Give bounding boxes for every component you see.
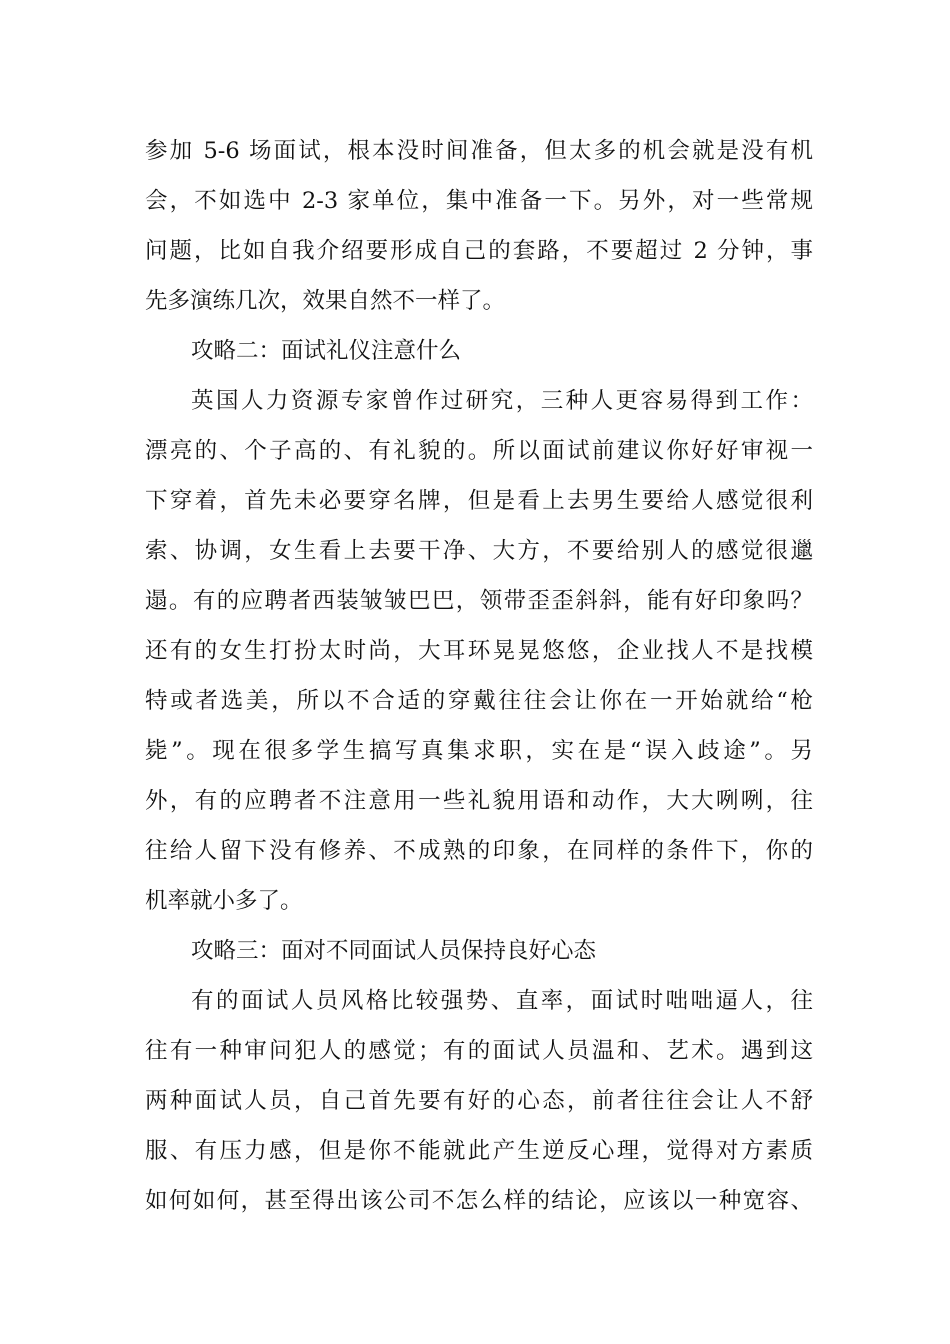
text-line: 往有一种审问犯人的感觉；有的面试人员温和、艺术。遇到这 [145,1038,813,1064]
text-line: 索、协调，女生看上去要干净、大方，不要给别人的感觉很邋 [145,538,813,564]
text-line: 攻略二：面试礼仪注意什么 [191,338,462,364]
text-line: 参加 5-6 场面试，根本没时间准备，但太多的机会就是没有机 [145,138,813,164]
text-line: 还有的女生打扮太时尚，大耳环晃晃悠悠，企业找人不是找模 [145,638,813,664]
text-line: 外，有的应聘者不注意用一些礼貌用语和动作，大大咧咧，往 [145,788,813,814]
text-line: 先多演练几次，效果自然不一样了。 [145,288,506,314]
text-line: 有的面试人员风格比较强势、直率，面试时咄咄逼人，往 [191,988,813,1014]
text-line: 下穿着，首先未必要穿名牌，但是看上去男生要给人感觉很利 [145,488,813,514]
paragraph [145,376,813,926]
text-line: 机率就小多了。 [145,888,303,914]
text-line: 如何如何，甚至得出该公司不怎么样的结论，应该以一种宽容、 [145,1188,813,1214]
text-line: 攻略三：面对不同面试人员保持良好心态 [191,938,597,964]
paragraph [145,926,813,976]
text-line: 毙”。现在很多学生搞写真集求职，实在是“误入歧途”。另 [145,738,813,764]
text-line: 两种面试人员，自己首先要有好的心态，前者往往会让人不舒 [145,1088,813,1114]
text-line: 英国人力资源专家曾作过研究，三种人更容易得到工作： [191,388,813,414]
text-line: 会，不如选中 2-3 家单位，集中准备一下。另外，对一些常规 [145,188,813,214]
text-line: 特或者选美，所以不合适的穿戴往往会让你在一开始就给“枪 [145,688,813,714]
text-line: 遢。有的应聘者西装皱皱巴巴，领带歪歪斜斜，能有好印象吗？ [145,588,813,614]
text-line: 服、有压力感，但是你不能就此产生逆反心理，觉得对方素质 [145,1138,813,1164]
paragraph [145,326,813,376]
text-line: 往给人留下没有修养、不成熟的印象，在同样的条件下，你的 [145,838,813,864]
document-body [145,126,813,1226]
paragraph [145,126,813,326]
text-line: 问题，比如自我介绍要形成自己的套路，不要超过 2 分钟，事 [145,238,813,264]
text-line: 漂亮的、个子高的、有礼貌的。所以面试前建议你好好审视一 [145,438,813,464]
paragraph [145,976,813,1226]
